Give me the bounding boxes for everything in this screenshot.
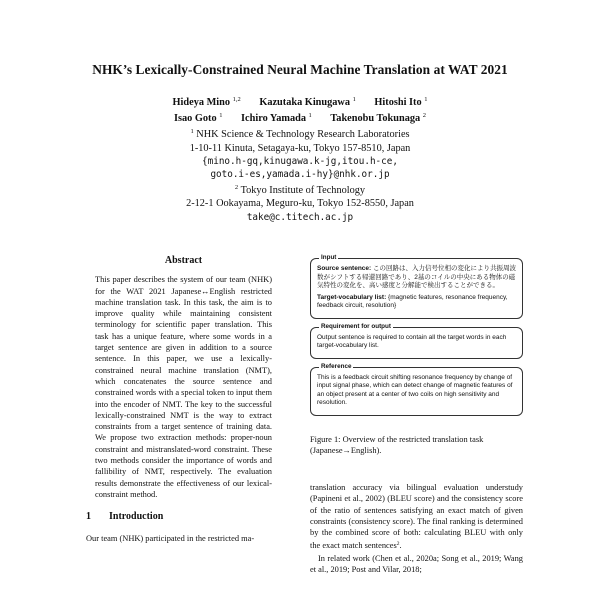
input-box-label: Input — [321, 254, 337, 261]
author-affiliation-mark: 2 — [422, 112, 426, 120]
target-vocabulary-list: Target-vocabulary list: {magnetic features, resonance frequency, feedback circuit, resolution} — [317, 293, 508, 309]
author-affiliation-mark: 1 — [308, 112, 312, 120]
right-column-text — [310, 482, 523, 575]
affiliation-2-email: take@c.titech.ac.jp — [246, 211, 354, 223]
affiliation-1-email: {mino.h-gq,kinugawa.k-jg,itou.h-ce, — [202, 155, 398, 167]
affiliation-mark: 2 — [234, 184, 239, 192]
affiliation-mark: 1 — [190, 128, 194, 136]
abstract-body — [95, 274, 272, 500]
paragraph: In related work (Chen et al., 2020a; Song et al., 2019; Wang et al., 2019; Post and Vilar, 2018; — [310, 553, 523, 575]
author-affiliation-mark: 1 — [219, 112, 223, 120]
left-column — [86, 255, 281, 544]
section-number: 1 — [86, 511, 91, 523]
abstract-text: This paper describes the system of our team (NHK) for the WAT 2021 Japanese↔English restricted machine translation task. In this task, the aim is to improve quality while maintaining consistent terminology for scientific paper translation. This task has a unique feature, where some words in a target sentence are given in addition to a source sentence. In this paper, we use a lexically-constrained neural machine translation (NMT), which concatenates the source sentence and constrained words with a special token to input them into the encoder of NMT. The key to the successful lexically-constrained NMT is the way to extract constraints from a target sentence of training data. We propose two extraction methods: proper-noun constraint and mistranslated-word constraint. These two methods consider the importance of words and fallibility of NMT, respectively. The evaluation results demonstrate the effectiveness of our lexical-constraint method. — [95, 275, 272, 499]
figure-requirement-box — [310, 322, 523, 359]
author-name: Takenobu Tokunaga — [330, 113, 421, 125]
author-affiliation-mark: 1,2 — [232, 96, 241, 103]
introduction-heading — [86, 511, 281, 522]
figure-input-box — [310, 254, 523, 319]
figure-1 — [310, 254, 523, 416]
affiliation-1-name: $^1$ NHK Science & Technology Research Laboratories — [190, 128, 410, 141]
figure-reference-box — [310, 362, 523, 416]
author-row-1 — [0, 93, 600, 109]
author-affiliation-mark: 1 — [352, 96, 356, 103]
reference-box-label: Reference — [321, 362, 352, 370]
affiliation-1-address: 1-10-11 Kinuta, Setagaya-ku, Tokyo 157-8510, Japan — [189, 142, 411, 154]
section-title: Introduction — [109, 511, 164, 523]
paragraph: translation accuracy via bilingual evaluation understudy (Papineni et al., 2002) (BLEU score) and the consistency score of the ratio of sentences satisfying an exact match of given constraints (consistency score). The final ranking is determined by the combined score of both: calculating BLEU with only the exact match sentences$^2$. — [310, 483, 523, 550]
figure-caption: Figure 1: Overview of the restricted translation task (Japanese→English). — [310, 434, 484, 455]
author-row-2 — [0, 109, 600, 125]
author-name: Kazutaka Kinugawa — [259, 97, 351, 108]
author-block — [0, 93, 600, 224]
affiliation-2-address: 2-12-1 Ookayama, Meguro-ku, Tokyo 152-8550, Japan — [186, 198, 414, 210]
author-affiliation-mark: 1 — [424, 96, 428, 103]
affiliation-1-email: goto.i-es,yamada.i-hy}@nhk.or.jp — [210, 169, 390, 181]
right-column — [310, 254, 523, 575]
paper-title: NHK’s Lexically-Constrained Neural Machine Translation at WAT 2021 — [92, 62, 508, 77]
requirement-text: Output sentence is required to contain all the target words in each target-vocabulary list. — [317, 333, 507, 349]
author-name: Isao Goto — [174, 113, 217, 125]
source-sentence: Source sentence: この回路は、入力信号位相の変化により共振周波数がシフトする帰還回路であり、2基のコイルの中央にある物体の磁気特性の変化を、高い感度と分解能で検出することができる。 — [317, 265, 516, 289]
reference-text: This is a feedback circuit shifting resonance frequency by change of input signal phase, which can detect change of magnetic features of an object present at a center of two coils on high sensitivity and resolution. — [317, 373, 513, 406]
affiliation-2-name: $^2$ Tokyo Institute of Technology — [234, 184, 366, 197]
requirement-box-label: Requirement for output — [321, 322, 391, 330]
abstract-heading: Abstract — [164, 255, 203, 266]
footnote-mark: 2 — [396, 540, 400, 547]
author-name: Hideya Mino — [172, 97, 231, 108]
author-name: Ichiro Yamada — [241, 113, 306, 125]
author-name: Hitoshi Ito — [374, 97, 422, 108]
introduction-text: Our team (NHK) participated in the restricted ma- — [86, 533, 255, 543]
